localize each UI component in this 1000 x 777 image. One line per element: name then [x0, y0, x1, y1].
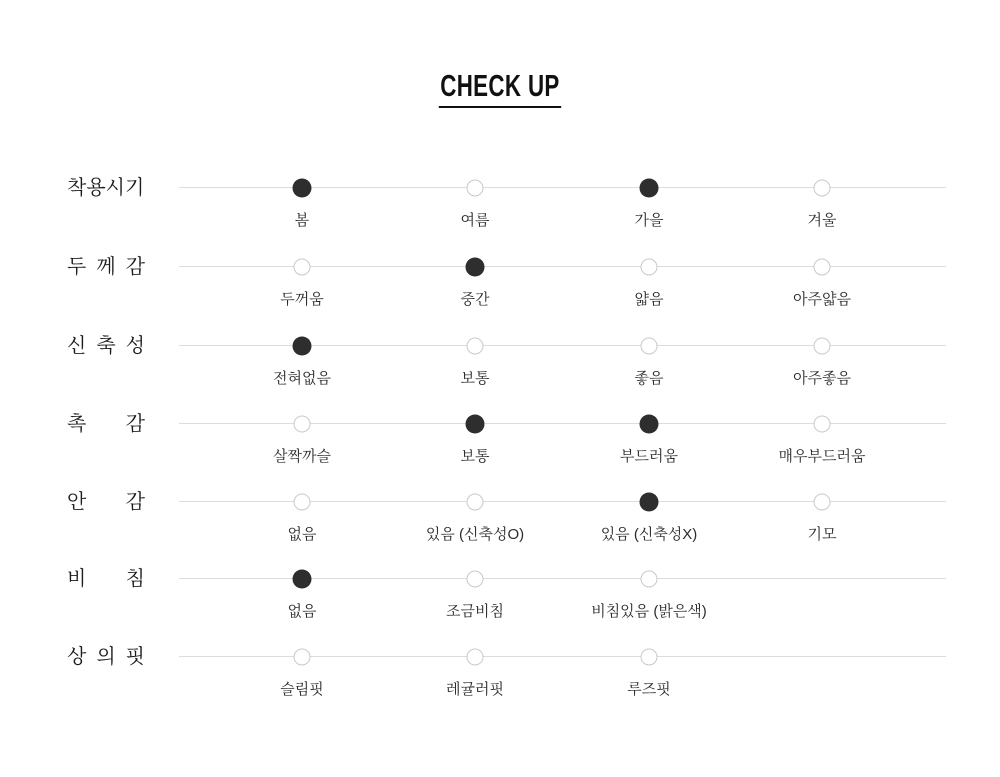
option-label: 조금비침 — [446, 603, 504, 620]
attribute-row — [0, 568, 1000, 638]
option-label: 레귤러핏 — [446, 681, 504, 698]
option-dot-unselected — [467, 180, 484, 197]
option-dot-unselected — [467, 494, 484, 511]
title-wrap — [0, 70, 1000, 108]
option-label: 전혀없음 — [273, 370, 331, 387]
attribute-row — [0, 646, 1000, 716]
option-dot-unselected — [641, 571, 658, 588]
option-dot-selected — [640, 415, 659, 434]
attribute-label: 비 침 — [67, 568, 145, 590]
option-label: 있음 (신축성O) — [425, 526, 525, 543]
option-dot-unselected — [294, 494, 311, 511]
option-dot-selected — [640, 493, 659, 512]
option-label: 부드러움 — [620, 448, 678, 465]
option-dot-unselected — [294, 649, 311, 666]
option-dot-selected — [293, 337, 312, 356]
attribute-label: 촉 감 — [67, 413, 145, 435]
option-label: 여름 — [460, 212, 490, 229]
option-label: 없음 — [287, 526, 317, 543]
option-label: 있음 (신축성X) — [600, 526, 698, 543]
option-dot-selected — [640, 179, 659, 198]
option-label: 아주얇음 — [793, 291, 851, 308]
option-dot-unselected — [814, 180, 831, 197]
attribute-row — [0, 335, 1000, 405]
attribute-row — [0, 177, 1000, 247]
option-dot-selected — [466, 258, 485, 277]
option-label: 기모 — [807, 526, 837, 543]
option-dot-selected — [293, 179, 312, 198]
attribute-row — [0, 491, 1000, 561]
option-label: 보통 — [460, 448, 490, 465]
option-label: 겨울 — [807, 212, 837, 229]
option-label: 비침있음 (밝은색) — [591, 603, 707, 620]
attribute-label: 두 께 감 — [67, 256, 145, 278]
option-dot-unselected — [641, 649, 658, 666]
option-dot-unselected — [641, 259, 658, 276]
attribute-label: 안 감 — [67, 491, 145, 513]
attribute-row — [0, 413, 1000, 483]
option-label: 두꺼움 — [280, 291, 324, 308]
page-title: CHECK UP — [439, 70, 561, 108]
option-dot-unselected — [467, 571, 484, 588]
option-label: 좋음 — [634, 370, 664, 387]
option-label: 슬림핏 — [280, 681, 324, 698]
option-dot-unselected — [294, 259, 311, 276]
option-label: 아주좋음 — [793, 370, 851, 387]
attribute-label: 착용시기 — [67, 177, 145, 199]
option-dot-unselected — [641, 338, 658, 355]
attribute-label: 상 의 핏 — [67, 646, 145, 668]
option-dot-selected — [466, 415, 485, 434]
option-label: 중간 — [460, 291, 490, 308]
option-label: 매우부드러움 — [778, 448, 866, 465]
option-dot-unselected — [814, 416, 831, 433]
option-label: 얇음 — [634, 291, 664, 308]
attribute-row — [0, 256, 1000, 326]
option-label: 살짝까슬 — [273, 448, 331, 465]
option-dot-unselected — [294, 416, 311, 433]
option-label: 루즈핏 — [627, 681, 671, 698]
option-dot-unselected — [814, 338, 831, 355]
option-label: 봄 — [294, 212, 310, 229]
option-label: 없음 — [287, 603, 317, 620]
option-dot-unselected — [467, 338, 484, 355]
option-label: 가을 — [634, 212, 664, 229]
option-dot-selected — [293, 570, 312, 589]
option-dot-unselected — [814, 259, 831, 276]
option-dot-unselected — [467, 649, 484, 666]
option-label: 보통 — [460, 370, 490, 387]
option-dot-unselected — [814, 494, 831, 511]
attribute-label: 신 축 성 — [67, 335, 145, 357]
